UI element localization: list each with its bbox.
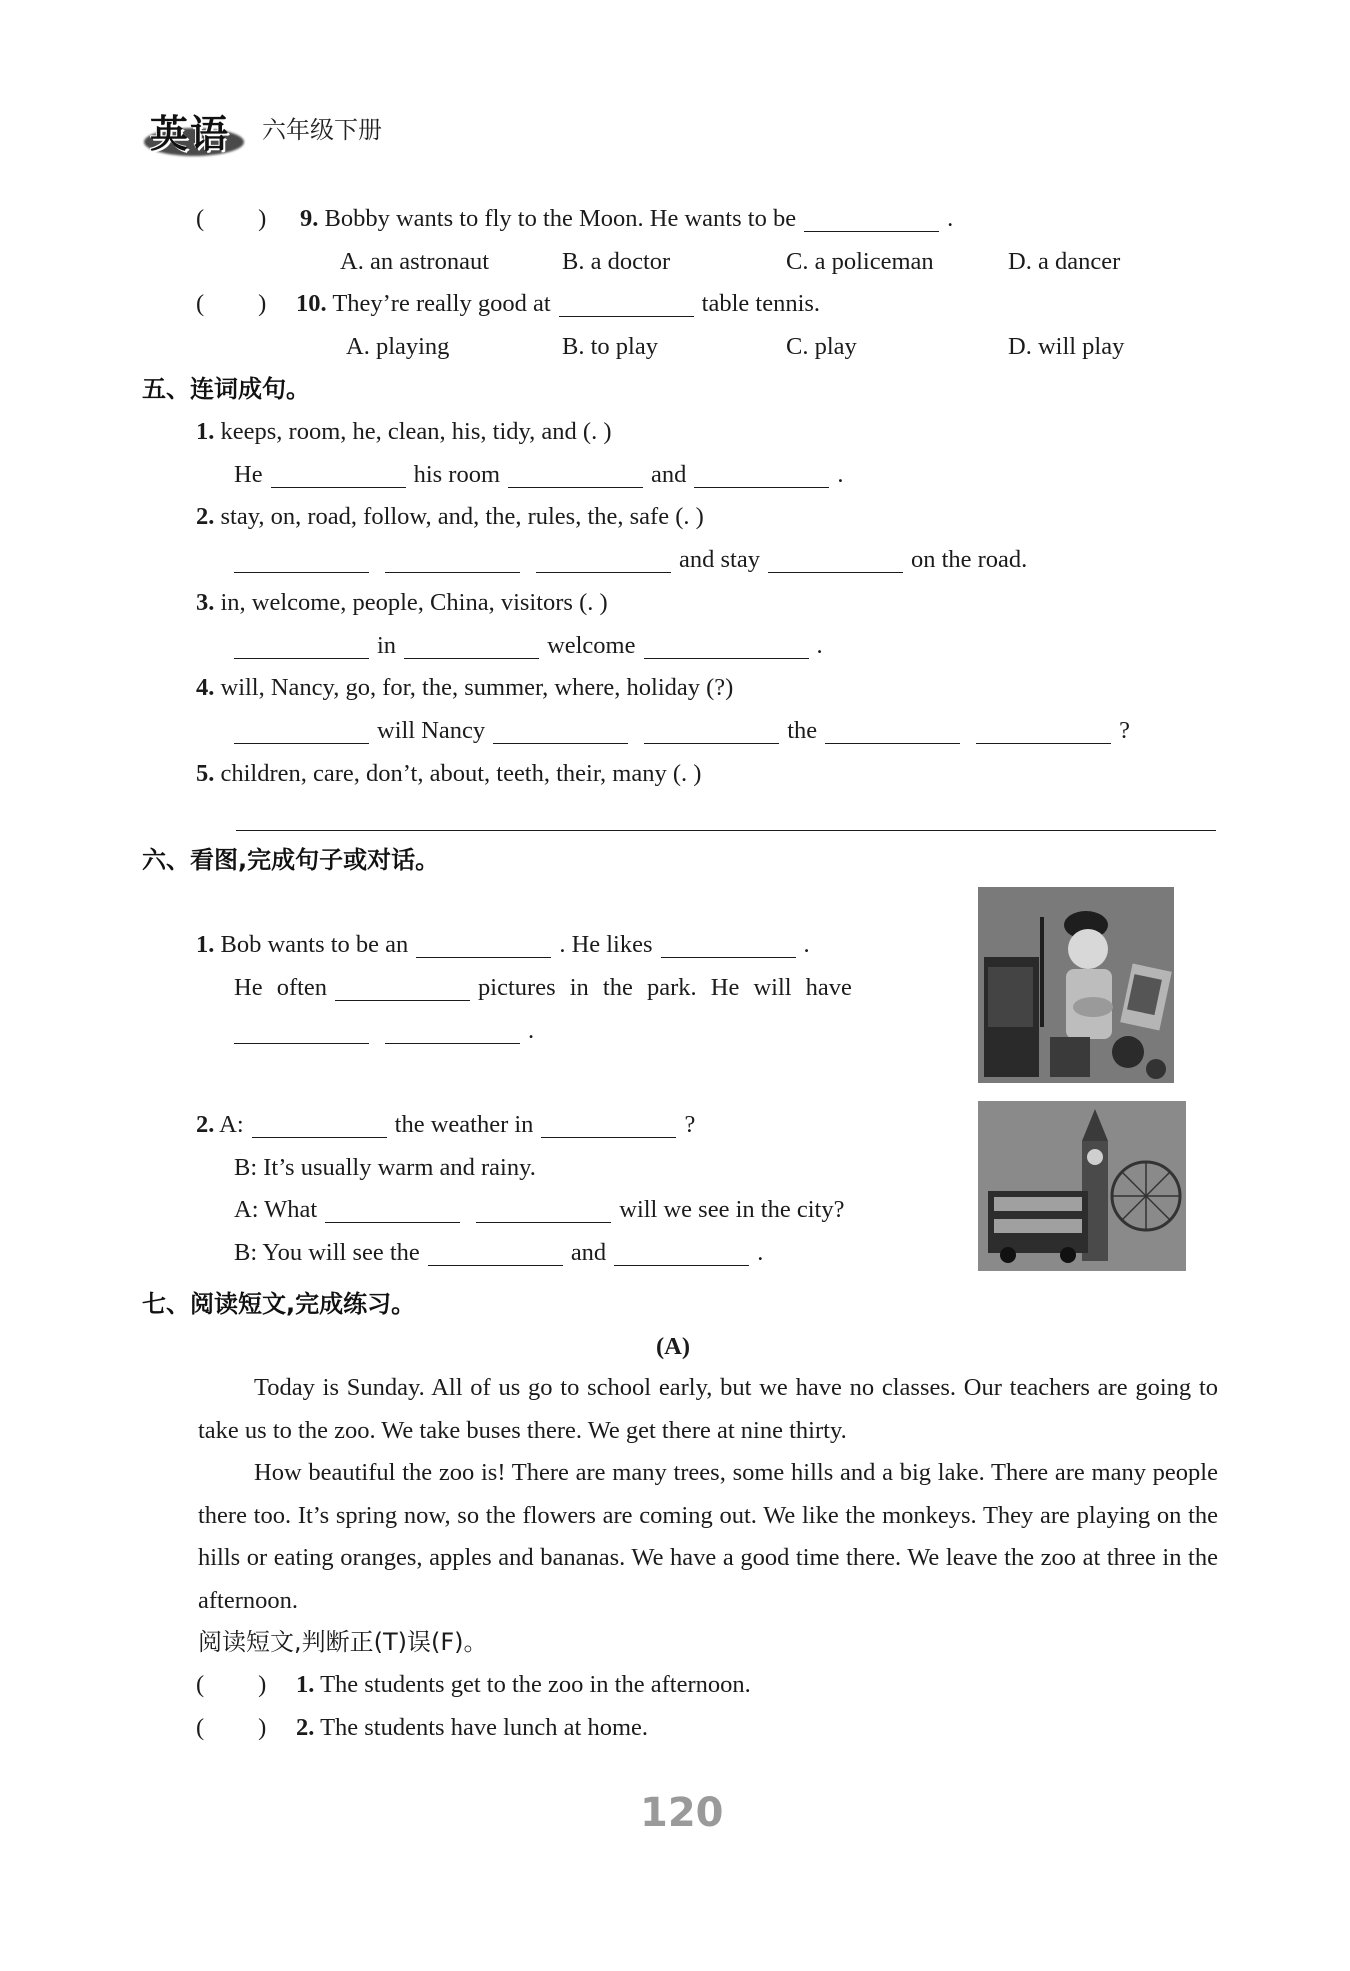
answer-blank[interactable]: [541, 1115, 676, 1138]
s5-item5-answer-line[interactable]: [236, 830, 1216, 831]
tf1-answer-paren[interactable]: ( ): [196, 1671, 267, 1698]
answer-blank[interactable]: [252, 1115, 387, 1138]
s6-item1-line3: .: [226, 1019, 534, 1044]
s6-item2-line3: A: What will we see in the city?: [234, 1196, 845, 1223]
answer-blank[interactable]: [404, 636, 539, 659]
answer-blank[interactable]: [476, 1200, 611, 1223]
tf1-statement: 1. The students get to the zoo in the afternoon.: [296, 1671, 751, 1698]
s6-item2-line4: B: You will see the and .: [234, 1239, 764, 1266]
section7-title: 七、阅读短文,完成练习。: [142, 1290, 416, 1318]
q9-option-d: D. a dancer: [1008, 248, 1121, 275]
answer-blank[interactable]: [335, 978, 470, 1001]
answer-blank[interactable]: [234, 550, 369, 573]
q10-stem: 10. They’re really good at table tennis.: [296, 290, 821, 317]
q10-option-a: A. playing: [346, 333, 450, 360]
section5-title: 五、连词成句。: [142, 375, 310, 403]
passage-paragraph-1: Today is Sunday. All of us go to school early, but we have no classes. Our teachers are going to take us to the zoo. We take buses there. We get there at nine thirty.: [198, 1374, 1218, 1444]
answer-blank[interactable]: [614, 1243, 749, 1266]
q10-option-d: D. will play: [1008, 333, 1125, 360]
page-number: 120: [640, 1790, 724, 1836]
q10-option-c: C. play: [786, 333, 857, 360]
s5-item1-answer: He his room and .: [234, 461, 844, 488]
answer-blank[interactable]: [559, 294, 694, 317]
tf2-answer-paren[interactable]: ( ): [196, 1714, 267, 1741]
answer-blank[interactable]: [428, 1243, 563, 1266]
s5-item3-words: 3. in, welcome, people, China, visitors (. ): [196, 589, 608, 616]
answer-blank[interactable]: [976, 721, 1111, 744]
s5-item5-words: 5. children, care, don’t, about, teeth, their, many (. ): [196, 760, 702, 787]
answer-blank[interactable]: [493, 721, 628, 744]
answer-blank[interactable]: [694, 465, 829, 488]
q9-option-b: B. a doctor: [562, 248, 671, 275]
s5-item2-words: 2. stay, on, road, follow, and, the, rules, the, safe (. ): [196, 503, 704, 530]
answer-blank[interactable]: [825, 721, 960, 744]
answer-blank[interactable]: [644, 636, 809, 659]
section6-title: 六、看图,完成句子或对话。: [142, 846, 440, 874]
s5-item3-answer: in welcome .: [226, 634, 823, 659]
answer-blank[interactable]: [768, 550, 903, 573]
answer-blank[interactable]: [536, 550, 671, 573]
answer-blank[interactable]: [416, 935, 551, 958]
answer-blank[interactable]: [508, 465, 643, 488]
s5-item4-words: 4. will, Nancy, go, for, the, summer, where, holiday (?): [196, 674, 734, 701]
q10-option-b: B. to play: [562, 333, 658, 360]
s6-item1-line2: He often pictures in the park. He will have: [234, 974, 852, 1001]
q10-answer-paren[interactable]: ( ): [196, 290, 267, 317]
answer-blank[interactable]: [385, 1021, 520, 1044]
answer-blank[interactable]: [325, 1200, 460, 1223]
s6-item2-line1: 2. A: the weather in ?: [196, 1111, 696, 1138]
s5-item2-answer: and stay on the road.: [226, 548, 1027, 573]
q9-answer-paren[interactable]: ( ): [196, 205, 267, 232]
tf2-statement: 2. The students have lunch at home.: [296, 1714, 649, 1741]
s5-item4-answer: will Nancy the ?: [226, 719, 1130, 744]
q9-stem: 9. Bobby wants to fly to the Moon. He wants to be .: [300, 205, 954, 232]
q9-option-c: C. a policeman: [786, 248, 934, 275]
answer-blank[interactable]: [234, 1021, 369, 1044]
answer-blank[interactable]: [661, 935, 796, 958]
london-illustration: [978, 1101, 1186, 1271]
tf-instruction: 阅读短文,判断正(T)误(F)。: [198, 1628, 488, 1656]
answer-blank[interactable]: [234, 636, 369, 659]
answer-blank[interactable]: [271, 465, 406, 488]
answer-blank[interactable]: [385, 550, 520, 573]
passage-label: (A): [656, 1333, 691, 1360]
s6-item2-line2: B: It’s usually warm and rainy.: [234, 1154, 536, 1181]
s6-item1-line1: 1. Bob wants to be an . He likes .: [196, 931, 810, 958]
q9-option-a: A. an astronaut: [340, 248, 489, 275]
answer-blank[interactable]: [644, 721, 779, 744]
s5-item1-words: 1. keeps, room, he, clean, his, tidy, and (. ): [196, 418, 612, 445]
subject-logo: 英语: [150, 112, 231, 156]
answer-blank[interactable]: [804, 209, 939, 232]
passage-paragraph-2: How beautiful the zoo is! There are many trees, some hills and a big lake. There are many people there too. It’s spring now, so the flowers are coming out. We like the monkeys. They are playing on the hills or eating oranges, apples and bananas. We have a good time there. We leave the zoo at three in the afternoon.: [198, 1459, 1218, 1615]
painter-illustration: [978, 887, 1174, 1083]
grade-label: 六年级下册: [262, 116, 382, 144]
answer-blank[interactable]: [234, 721, 369, 744]
